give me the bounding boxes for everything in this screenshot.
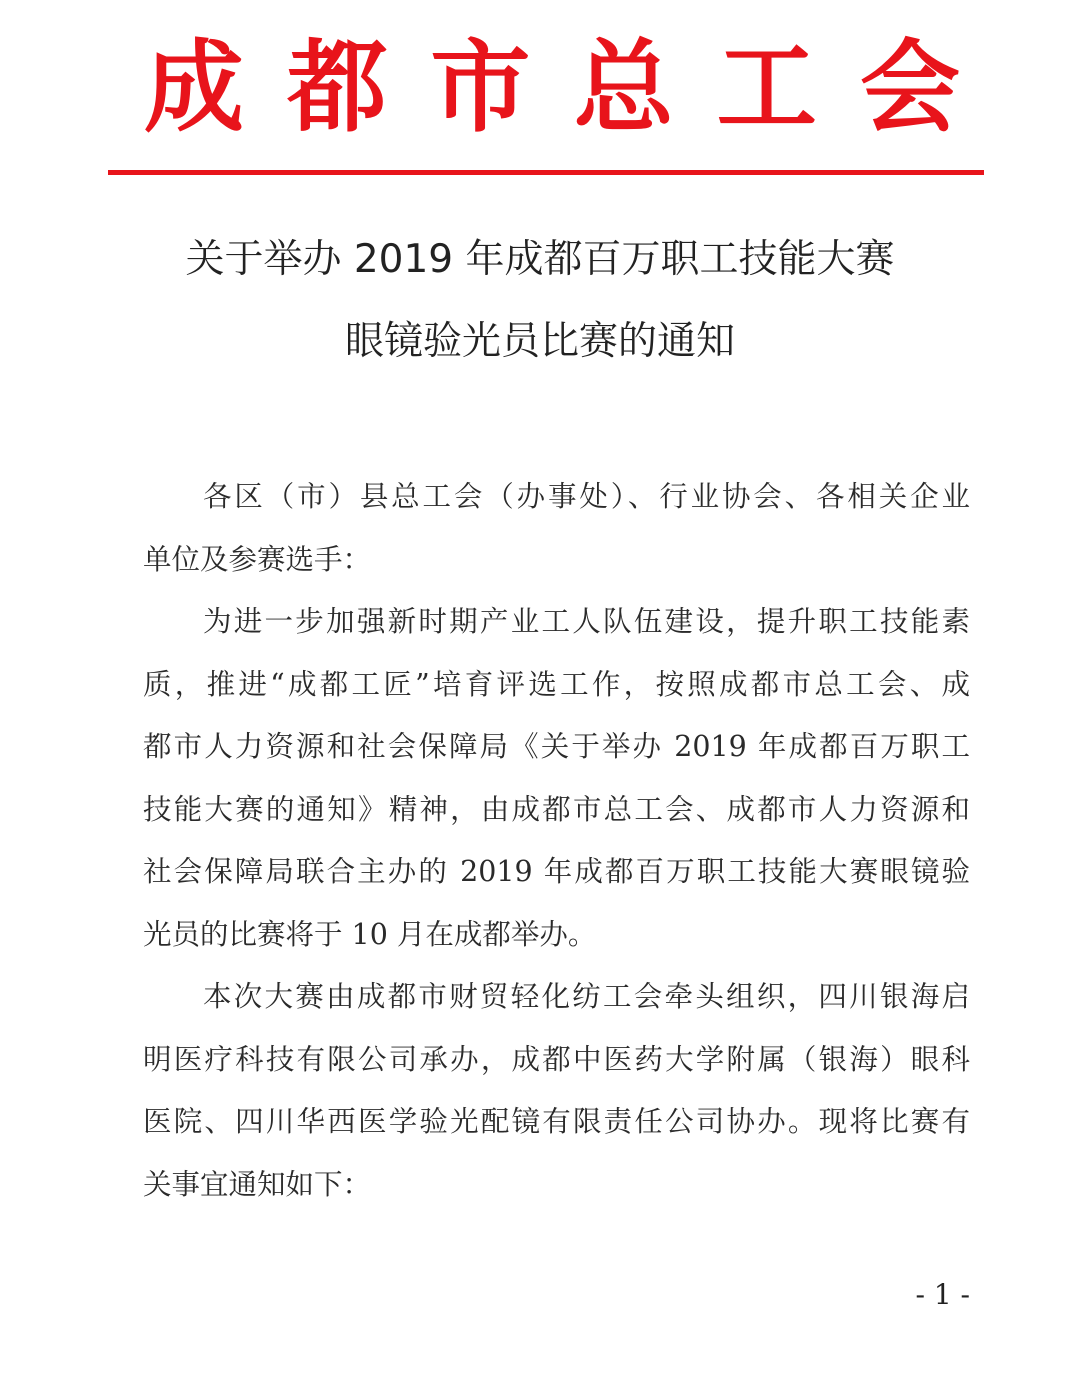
header-divider	[108, 170, 984, 175]
document-body	[143, 466, 970, 1216]
body-line: 医院、四川华西医学验光配镜有限责任公司协办。现将比赛有	[143, 1105, 970, 1138]
body-line: 光员的比赛将于 10 月在成都举办。	[143, 917, 597, 951]
document-title-line-2: 眼镜验光员比赛的通知	[344, 319, 735, 364]
org-name-char: 成	[144, 28, 244, 146]
organization-header	[108, 22, 984, 152]
org-name-char: 会	[859, 28, 960, 146]
body-line: 社会保障局联合主办的 2019 年成都百万职工技能大赛眼镜验	[143, 855, 970, 888]
body-line: 质，推进“成都工匠”培育评选工作，按照成都市总工会、成	[143, 667, 970, 701]
org-name-char: 都	[287, 28, 388, 146]
org-name-char: 总	[573, 28, 674, 146]
body-line: 为进一步加强新时期产业工人队伍建设，提升职工技能素	[203, 605, 970, 638]
page-number: - 1 -	[915, 1278, 970, 1311]
body-line: 各区（市）县总工会（办事处）、行业协会、各相关企业	[203, 480, 970, 513]
body-line: 技能大赛的通知》精神，由成都市总工会、成都市人力资源和	[143, 792, 970, 826]
body-line: 本次大赛由成都市财贸轻化纺工会牵头组织，四川银海启	[203, 980, 970, 1013]
org-name-char: 市	[430, 28, 531, 146]
body-line: 都市人力资源和社会保障局《关于举办 2019 年成都百万职工	[143, 730, 970, 763]
body-line: 关事宜通知如下：	[143, 1167, 372, 1201]
document-title-line-1: 关于举办 2019 年成都百万职工技能大赛	[185, 237, 895, 282]
body-line: 单位及参赛选手：	[143, 542, 372, 576]
org-name-char: 工	[716, 28, 817, 146]
body-line: 明医疗科技有限公司承办，成都中医药大学附属（银海）眼科	[143, 1042, 970, 1076]
